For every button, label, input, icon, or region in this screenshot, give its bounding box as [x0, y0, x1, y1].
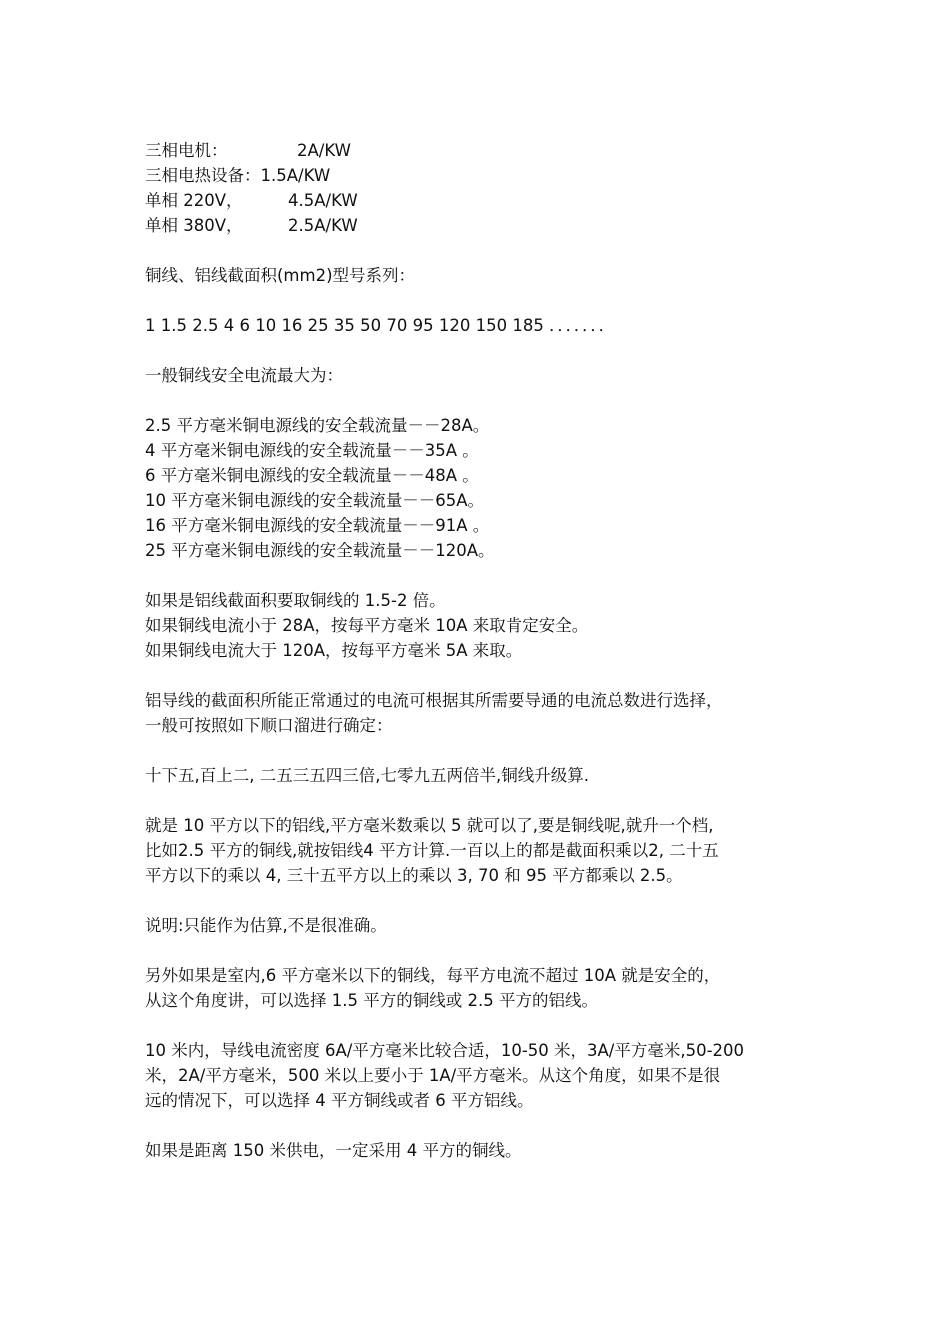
rule-line: 如果是铝线截面积要取铜线的 1.5-2 倍。: [145, 591, 446, 610]
mnemonic: 十下五,百上二, 二五三五四三倍,七零九五两倍半,铜线升级算.: [145, 766, 589, 785]
rate-value: 2.5A/KW: [288, 216, 358, 235]
rate-row: [145, 213, 815, 238]
explain-paragraph-line: 平方以下的乘以 4, 三十五平方以上的乘以 3, 70 和 95 平方都乘以 2.5。: [145, 866, 683, 885]
aluminum-paragraph-line: 一般可按照如下顺口溜进行确定：: [145, 716, 393, 735]
indoor-paragraph-line: 另外如果是室内,6 平方毫米以下的铜线，每平方电流不超过 10A 就是安全的，: [145, 966, 721, 985]
rate-row: [145, 138, 815, 163]
explain-paragraph-line: 比如2.5 平方的铜线,就按铝线4 平方计算.一百以上的都是截面积乘以2, 二十五: [145, 841, 719, 860]
indoor-paragraph-line: 从这个角度讲，可以选择 1.5 平方的铜线或 2.5 平方的铝线。: [145, 991, 598, 1010]
rate-label: 单相 220V，: [145, 191, 243, 210]
safe-current-line: 10 平方毫米铜电源线的安全载流量－－65A。: [145, 491, 485, 510]
distance-paragraph-line: 10 米内，导线电流密度 6A/平方毫米比较合适，10-50 米，3A/平方毫米,50-200: [145, 1041, 745, 1060]
distance-paragraph-line: 远的情况下，可以选择 4 平方铜线或者 6 平方铝线。: [145, 1091, 534, 1110]
rate-row: [145, 188, 815, 213]
distance-paragraph-line: 米，2A/平方毫米，500 米以上要小于 1A/平方毫米。从这个角度，如果不是很: [145, 1066, 721, 1085]
safe-current-title: 一般铜线安全电流最大为：: [145, 366, 343, 385]
rate-label: 三相电热设备：: [145, 166, 261, 185]
safe-current-line: 2.5 平方毫米铜电源线的安全载流量－－28A。: [145, 416, 490, 435]
series-title: 铜线、铝线截面积(mm2)型号系列：: [145, 266, 416, 285]
aluminum-paragraph-line: 铝导线的截面积所能正常通过的电流可根据其所需要导通的电流总数进行选择，: [145, 691, 723, 710]
safe-current-line: 25 平方毫米铜电源线的安全载流量－－120A。: [145, 541, 495, 560]
safe-current-line: 16 平方毫米铜电源线的安全载流量－－91A 。: [145, 516, 490, 535]
final-line: 如果是距离 150 米供电，一定采用 4 平方的铜线。: [145, 1141, 522, 1160]
rate-value: 2A/KW: [297, 141, 351, 160]
explain-paragraph-line: 就是 10 平方以下的铝线,平方毫米数乘以 5 就可以了,要是铜线呢,就升一个档,: [145, 816, 714, 835]
document-body: [145, 138, 815, 1163]
rule-line: 如果铜线电流大于 120A，按每平方毫米 5A 来取。: [145, 641, 523, 660]
rule-line: 如果铜线电流小于 28A，按每平方毫米 10A 来取肯定安全。: [145, 616, 589, 635]
safe-current-line: 4 平方毫米铜电源线的安全载流量－－35A 。: [145, 441, 479, 460]
rate-label: 三相电机：: [145, 141, 228, 160]
note: 说明:只能作为估算,不是很准确。: [145, 916, 387, 935]
rate-value: 4.5A/KW: [288, 191, 358, 210]
safe-current-line: 6 平方毫米铜电源线的安全载流量－－48A 。: [145, 466, 479, 485]
rate-row: [145, 163, 815, 188]
rate-value: 1.5A/KW: [260, 166, 331, 185]
series-values: 1 1.5 2.5 4 6 10 16 25 35 50 70 95 120 150 185 ．．．．．．．: [145, 316, 616, 335]
rate-label: 单相 380V，: [145, 216, 243, 235]
